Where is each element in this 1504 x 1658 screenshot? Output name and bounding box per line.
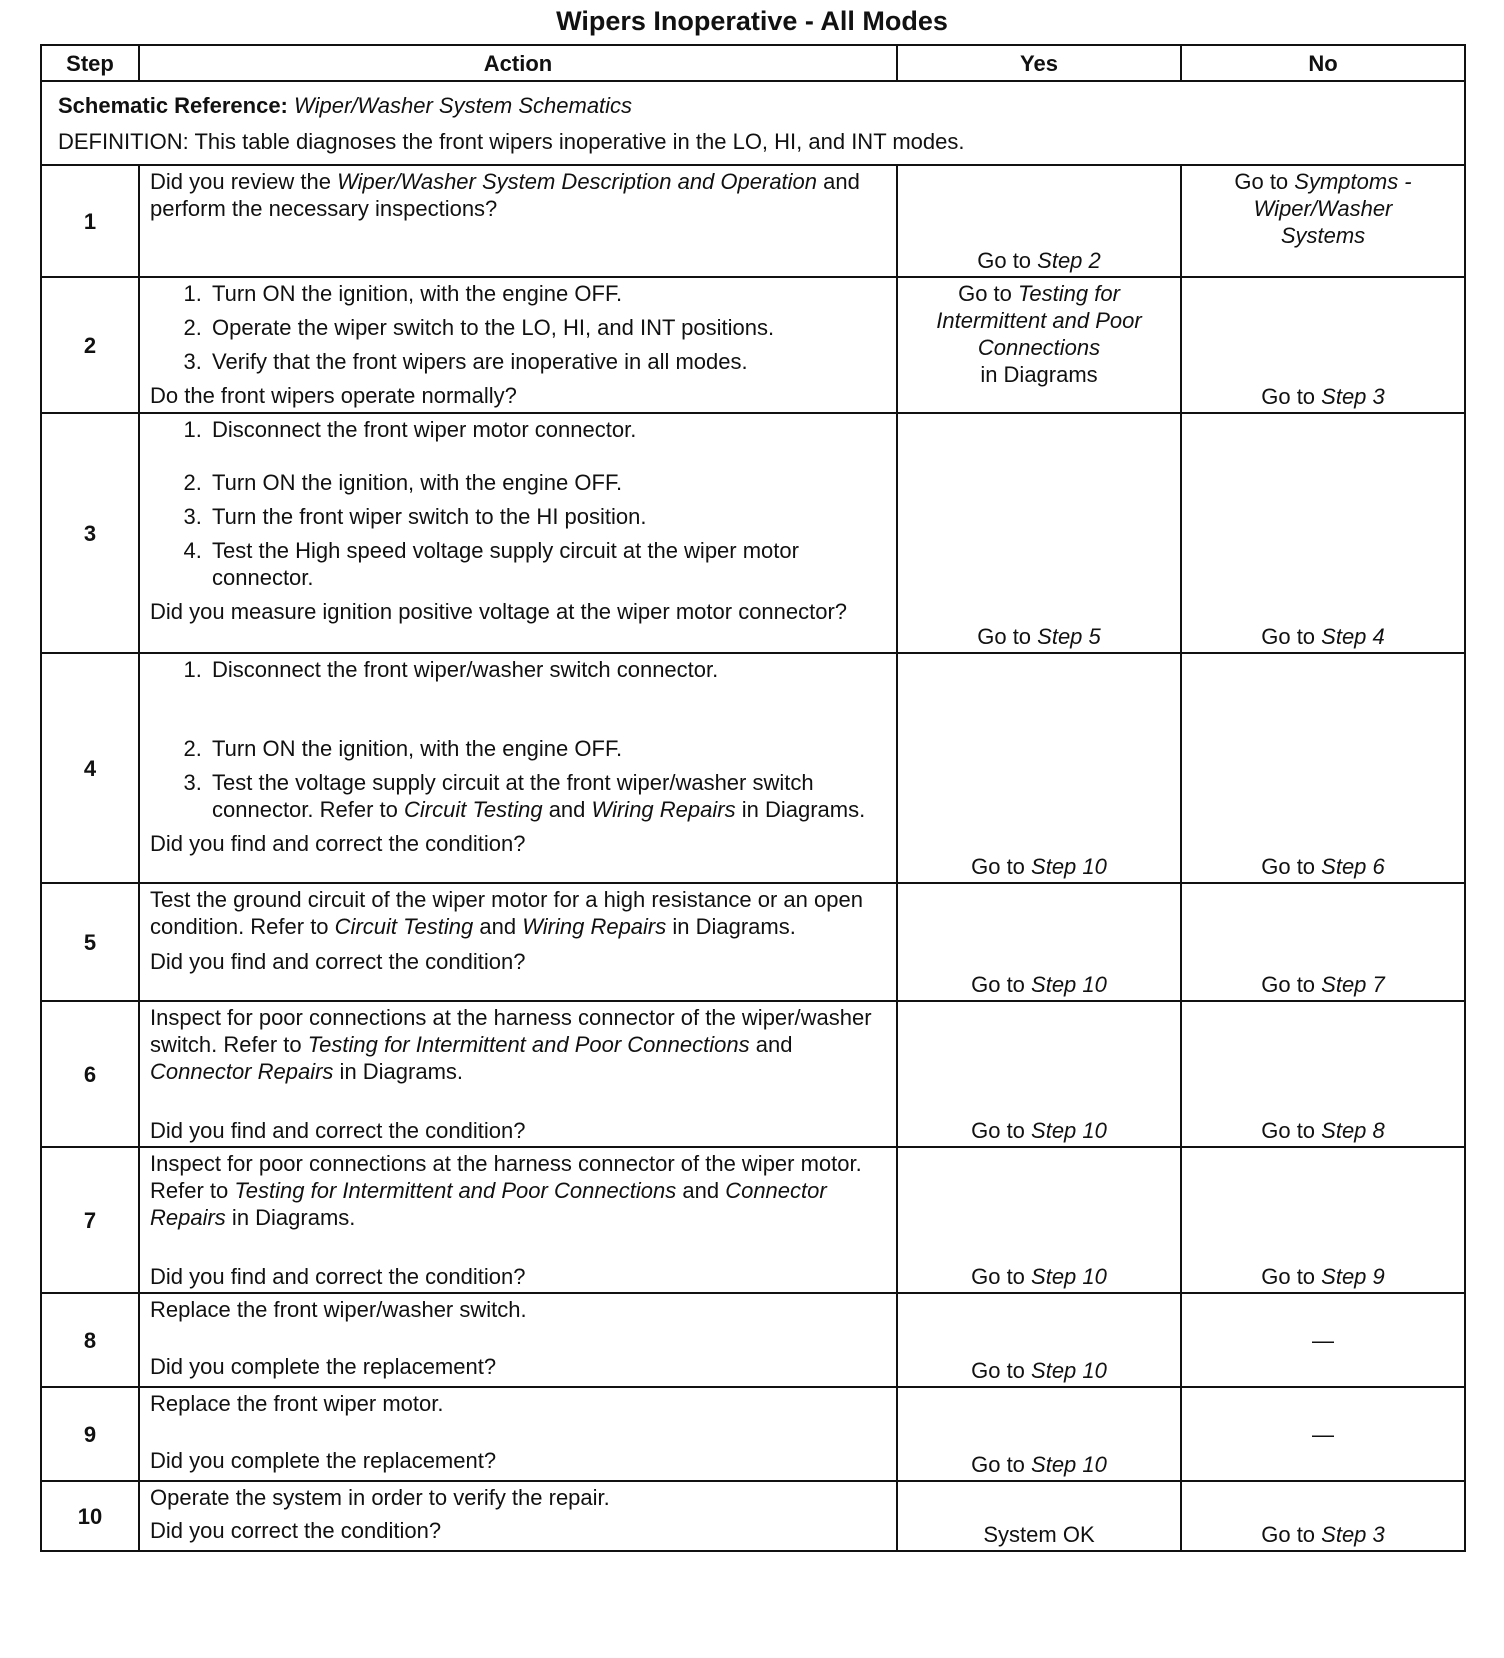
yes-link[interactable]: Testing for Intermittent and Poor Connections (936, 281, 1142, 360)
yes-text: in Diagrams (980, 362, 1098, 387)
no-cell (1181, 277, 1465, 413)
page-title: Wipers Inoperative - All Modes (556, 6, 948, 36)
no-link[interactable]: Step 3 (1321, 384, 1385, 409)
action-cell (139, 1481, 897, 1551)
list-item: 3. Verify that the front wipers are inoperative in all modes. (208, 348, 886, 375)
action-text: Replace the front wiper motor. (150, 1391, 444, 1416)
action-text: and perform the necessary inspections? (150, 169, 860, 221)
yes-link[interactable]: Step 2 (1037, 248, 1101, 273)
table-row (41, 277, 1465, 413)
action-text: Did you review the (150, 169, 338, 194)
action-cell (139, 1387, 897, 1481)
question-text: Did you measure ignition positive voltage at the wiper motor connector? (150, 599, 848, 624)
step-number: 7 (41, 1147, 139, 1293)
wiring-repairs-link[interactable]: Wiring Repairs (522, 914, 667, 939)
no-link[interactable]: Step 9 (1321, 1264, 1385, 1289)
yes-text: Go to (977, 624, 1038, 649)
list-item: 2. Turn ON the ignition, with the engine OFF. (208, 469, 886, 496)
list-item-text: Test the voltage supply circuit at the front wiper/washer switch connector. Refer to (212, 770, 814, 822)
yes-cell: System OK (897, 1481, 1181, 1551)
table-row (41, 1001, 1465, 1147)
yes-cell (897, 165, 1181, 277)
no-link[interactable]: Step 6 (1321, 854, 1385, 879)
list-item: 2. Turn ON the ignition, with the engine OFF. (208, 735, 886, 762)
table-row (41, 413, 1465, 653)
no-text: Go to (1261, 1264, 1322, 1289)
yes-text: Go to (971, 1264, 1032, 1289)
yes-cell (897, 1293, 1181, 1387)
no-text: Go to (1261, 384, 1322, 409)
no-cell (1181, 413, 1465, 653)
step-number: 10 (41, 1481, 139, 1551)
intermittent-connections-link[interactable]: Testing for Intermittent and Poor Connections (307, 1032, 750, 1057)
step-number: 3 (41, 413, 139, 653)
step-number: 4 (41, 653, 139, 883)
diagnostic-table (40, 44, 1466, 1552)
yes-text: Go to (971, 1452, 1032, 1477)
action-text: and (676, 1178, 726, 1203)
yes-cell (897, 277, 1181, 413)
list-item-text: in Diagrams. (735, 797, 866, 822)
table-row (41, 1387, 1465, 1481)
action-text: Operate the system in order to verify the repair. (150, 1485, 610, 1510)
no-text: Go to (1261, 1522, 1322, 1547)
action-text: in Diagrams. (333, 1059, 464, 1084)
step-number: 6 (41, 1001, 139, 1147)
question-text: Did you correct the condition? (150, 1518, 442, 1543)
action-text: in Diagrams. (225, 1205, 356, 1230)
no-text: Go to (1261, 1118, 1322, 1143)
question-text: Do the front wipers operate normally? (150, 383, 517, 408)
connector-repairs-link[interactable]: Connector Repairs (150, 1059, 334, 1084)
no-cell (1181, 165, 1465, 277)
yes-text: Go to (971, 854, 1032, 879)
info-cell (41, 81, 1465, 165)
no-cell (1181, 883, 1465, 1001)
header-no: No (1181, 45, 1465, 81)
action-text: Test the ground circuit of the wiper motor for a high resistance or an open condition. Refer to (150, 887, 863, 939)
list-item: 1. Disconnect the front wiper/washer switch connector. (208, 656, 886, 683)
no-text: Go to (1261, 972, 1322, 997)
list-item: 4. Test the High speed voltage supply circuit at the wiper motor connector. (208, 537, 886, 591)
yes-cell (897, 413, 1181, 653)
question-text: Did you complete the replacement? (150, 1448, 497, 1473)
step-number: 2 (41, 277, 139, 413)
no-link[interactable]: Symptoms - Wiper/Washer Systems (1253, 169, 1412, 248)
yes-text: Go to (958, 281, 1018, 306)
action-list (150, 656, 886, 823)
action-text: Replace the front wiper/washer switch. (150, 1297, 527, 1322)
yes-text: Go to (971, 1118, 1032, 1143)
info-row (41, 81, 1465, 165)
header-yes: Yes (897, 45, 1181, 81)
connector-repairs-link[interactable]: Connector Repairs (150, 1178, 827, 1230)
table-row (41, 1481, 1465, 1551)
question-text: Did you find and correct the condition? (150, 949, 526, 974)
action-cell (139, 277, 897, 413)
yes-link[interactable]: Step 10 (1031, 1118, 1107, 1143)
no-cell (1181, 1481, 1465, 1551)
action-text: and (473, 914, 523, 939)
table-row (41, 1293, 1465, 1387)
yes-cell (897, 883, 1181, 1001)
list-item-text: and (542, 797, 592, 822)
table-row (41, 1147, 1465, 1293)
yes-link[interactable]: Step 5 (1037, 624, 1101, 649)
no-link[interactable]: Step 8 (1321, 1118, 1385, 1143)
yes-cell (897, 1387, 1181, 1481)
step-number: 8 (41, 1293, 139, 1387)
no-link[interactable]: Step 3 (1321, 1522, 1385, 1547)
action-cell (139, 883, 897, 1001)
yes-cell (897, 653, 1181, 883)
no-cell: — (1181, 1387, 1465, 1481)
step-number: 9 (41, 1387, 139, 1481)
no-text: Go to (1261, 624, 1322, 649)
question-text: Did you find and correct the condition? (150, 1264, 526, 1289)
action-list (150, 280, 886, 375)
yes-text: Go to (977, 248, 1038, 273)
action-cell (139, 413, 897, 653)
no-link[interactable]: Step 4 (1321, 624, 1385, 649)
no-cell (1181, 653, 1465, 883)
header-step: Step (41, 45, 139, 81)
list-item: 1. Disconnect the front wiper motor connector. (208, 416, 886, 443)
no-cell (1181, 1147, 1465, 1293)
action-cell (139, 1147, 897, 1293)
table-row (41, 165, 1465, 277)
schematic-reference-link[interactable]: Wiper/Washer System Schematics (294, 93, 633, 118)
action-cell (139, 653, 897, 883)
intermittent-connections-link[interactable]: Testing for Intermittent and Poor Connections (234, 1178, 677, 1203)
list-item: 3. Turn the front wiper switch to the HI position. (208, 503, 886, 530)
table-row (41, 653, 1465, 883)
yes-link[interactable]: Step 10 (1031, 1358, 1107, 1383)
list-item: 2. Operate the wiper switch to the LO, HI, and INT positions. (208, 314, 886, 341)
yes-link[interactable]: Step 10 (1031, 1264, 1107, 1289)
wiring-repairs-link[interactable]: Wiring Repairs (591, 797, 736, 822)
no-cell: — (1181, 1293, 1465, 1387)
yes-link[interactable]: Step 10 (1031, 854, 1107, 879)
action-text: Inspect for poor connections at the harness connector of the wiper motor. Refer to (150, 1151, 862, 1203)
action-text: Inspect for poor connections at the harness connector of the wiper/washer switch. Refer to (150, 1005, 872, 1057)
question-text: Did you find and correct the condition? (150, 831, 526, 856)
yes-link[interactable]: Step 10 (1031, 1452, 1107, 1477)
action-cell (139, 1001, 897, 1147)
yes-text: Go to (971, 972, 1032, 997)
yes-link[interactable]: Step 10 (1031, 972, 1107, 997)
header-action: Action (139, 45, 897, 81)
question-text: Did you find and correct the condition? (150, 1118, 526, 1143)
circuit-testing-link[interactable]: Circuit Testing (404, 797, 543, 822)
action-list (150, 416, 886, 591)
yes-cell (897, 1001, 1181, 1147)
schematic-label: Schematic Reference: (58, 93, 288, 118)
yes-text: Go to (971, 1358, 1032, 1383)
no-text: Go to (1234, 169, 1295, 194)
circuit-testing-link[interactable]: Circuit Testing (334, 914, 474, 939)
list-item (208, 769, 886, 823)
no-link[interactable]: Step 7 (1321, 972, 1385, 997)
yes-cell (897, 1147, 1181, 1293)
action-cell (139, 1293, 897, 1387)
step-number: 1 (41, 165, 139, 277)
list-item: 1. Turn ON the ignition, with the engine OFF. (208, 280, 886, 307)
definition-text: DEFINITION: This table diagnoses the front wipers inoperative in the LO, HI, and INT modes. (58, 129, 965, 154)
step-number: 5 (41, 883, 139, 1001)
table-row (41, 883, 1465, 1001)
header-row (41, 45, 1465, 81)
action-cell (139, 165, 897, 277)
question-text: Did you complete the replacement? (150, 1354, 497, 1379)
reference-link[interactable]: Wiper/Washer System Description and Operation (337, 169, 818, 194)
no-cell (1181, 1001, 1465, 1147)
action-text: in Diagrams. (666, 914, 796, 939)
no-text: Go to (1261, 854, 1322, 879)
action-text: and (749, 1032, 793, 1057)
